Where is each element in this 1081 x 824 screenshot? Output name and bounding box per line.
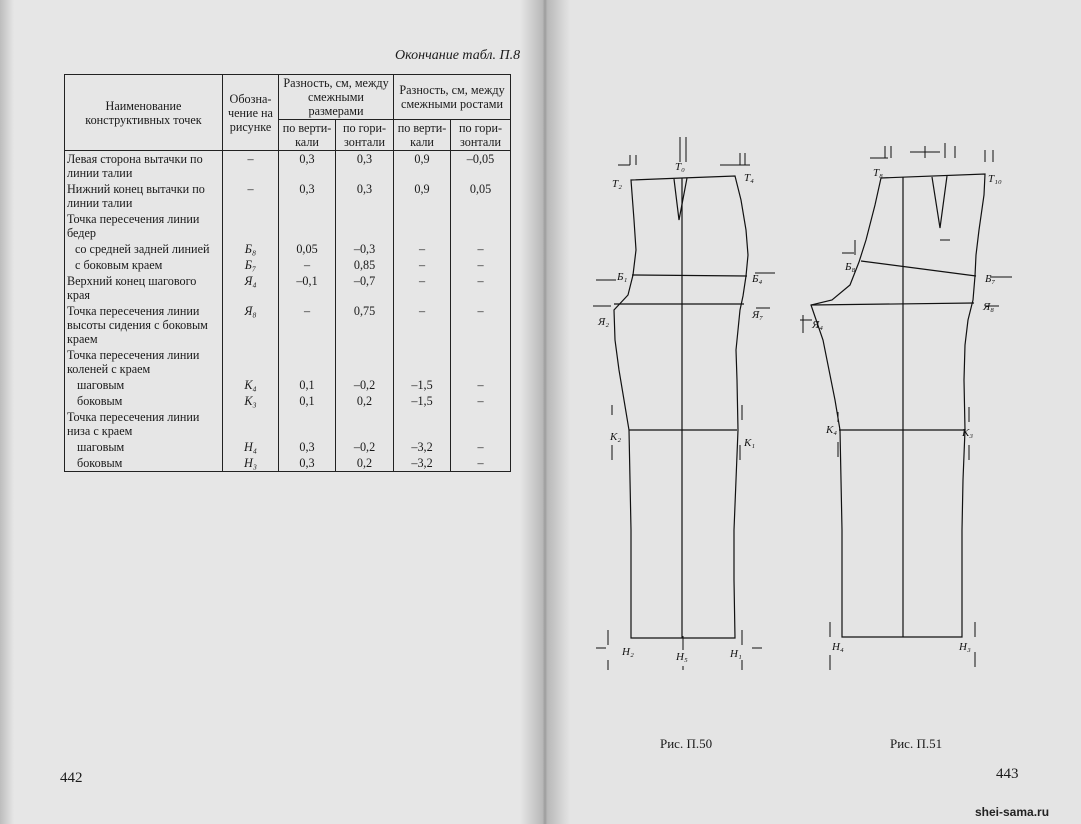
header-height-diff: Разность, см, между смежными ростами bbox=[394, 75, 511, 120]
table-cell-sv: 0,1 bbox=[279, 377, 336, 393]
label-Ya4: Я₄ bbox=[812, 319, 824, 331]
table-cell-hv: – bbox=[394, 273, 451, 303]
table-cell-name: Левая сторона вытачки по линии талии bbox=[65, 151, 223, 182]
label-Ya2: Я₂ bbox=[598, 316, 610, 328]
table-row bbox=[65, 439, 511, 455]
table-cell-hv: – bbox=[394, 257, 451, 273]
table-cell-name: Точка пересечения линии низа с краем bbox=[65, 409, 223, 439]
table-p8 bbox=[64, 74, 511, 472]
fig50-outline bbox=[614, 176, 748, 638]
table-row bbox=[65, 393, 511, 409]
table-cell-sh: 0,3 bbox=[336, 151, 394, 182]
table-cell-hv: – bbox=[394, 241, 451, 257]
table-cell-name: Точка пересечения линии высоты сидения с боковым краем bbox=[65, 303, 223, 347]
table-cell-sh: 0,2 bbox=[336, 455, 394, 472]
table-cell-sym: К₄ bbox=[223, 377, 279, 393]
table-row bbox=[65, 211, 511, 241]
label-T2: Т₂ bbox=[612, 178, 622, 190]
label-B4: Б₄ bbox=[752, 273, 763, 285]
label-B1: Б₁ bbox=[617, 271, 628, 283]
table-cell-name: Верхний конец шагового края bbox=[65, 273, 223, 303]
page-number-left: 442 bbox=[60, 770, 83, 786]
table-cell-sym: Б₇ bbox=[223, 257, 279, 273]
table-cell-sv: 0,3 bbox=[279, 439, 336, 455]
table-cell-hh: – bbox=[451, 455, 511, 472]
figure-p50-caption: Рис. П.50 bbox=[660, 736, 713, 751]
label-K4: К₄ bbox=[826, 424, 838, 436]
table-row bbox=[65, 273, 511, 303]
table-cell-sv bbox=[279, 347, 336, 377]
table-cell-hh bbox=[451, 347, 511, 377]
label-H4: Н₄ bbox=[832, 641, 844, 653]
header-size-horizontal: по гори-зонтали bbox=[336, 120, 394, 151]
label-K2: К₂ bbox=[610, 431, 622, 443]
header-designation: Обозна-чение на рисунке bbox=[223, 75, 279, 151]
table-cell-sym bbox=[223, 409, 279, 439]
table-cell-sh bbox=[336, 409, 394, 439]
header-size-diff: Разность, см, между смежными размерами bbox=[279, 75, 394, 120]
table-cell-name: Точка пересечения линии коленей с краем bbox=[65, 347, 223, 377]
label-Ya7: Я₇ bbox=[752, 309, 764, 321]
table-cell-hh: – bbox=[451, 303, 511, 347]
table-cell-hv: –3,2 bbox=[394, 439, 451, 455]
watermark: shei-sama.ru bbox=[975, 805, 1050, 819]
table-cell-hh: – bbox=[451, 241, 511, 257]
table-cell-sym: – bbox=[223, 151, 279, 182]
figure-p51-caption: Рис. П.51 bbox=[890, 736, 943, 751]
label-T0: Т₀ bbox=[675, 161, 685, 173]
fig51-outline bbox=[811, 174, 985, 637]
table-row bbox=[65, 347, 511, 377]
table-cell-sym: Я₈ bbox=[223, 303, 279, 347]
page-edge-shadow bbox=[0, 0, 14, 824]
header-height-horizontal: по гори-зонтали bbox=[451, 120, 511, 151]
table-cell-hh: – bbox=[451, 377, 511, 393]
book-gutter bbox=[520, 0, 570, 824]
table-cell-name: боковым bbox=[65, 393, 223, 409]
table-cell-sh: –0,7 bbox=[336, 273, 394, 303]
table-cell-sh: –0,3 bbox=[336, 241, 394, 257]
table-cell-hv bbox=[394, 347, 451, 377]
table-cell-hh bbox=[451, 211, 511, 241]
label-K3: К₃ bbox=[962, 427, 974, 439]
table-cell-hh: – bbox=[451, 393, 511, 409]
table-cell-hv: –3,2 bbox=[394, 455, 451, 472]
table-row bbox=[65, 409, 511, 439]
table-cell-sv bbox=[279, 409, 336, 439]
figure-p50 bbox=[585, 130, 795, 670]
table-cell-sv: 0,3 bbox=[279, 455, 336, 472]
table-cell-hv: –1,5 bbox=[394, 393, 451, 409]
table-row bbox=[65, 303, 511, 347]
table-cell-name: шаговым bbox=[65, 377, 223, 393]
fig51-seat-line bbox=[811, 303, 974, 305]
table-cell-hv bbox=[394, 409, 451, 439]
fig50-dart bbox=[674, 178, 687, 220]
label-Ya8: Я₈ bbox=[983, 301, 995, 313]
table-cell-sh: 0,2 bbox=[336, 393, 394, 409]
label-T8: Т₈ bbox=[873, 167, 883, 179]
table-cell-name: Нижний конец вытачки по линии талии bbox=[65, 181, 223, 211]
table-row bbox=[65, 377, 511, 393]
table-cell-hv: 0,9 bbox=[394, 181, 451, 211]
table-cell-sh: 0,75 bbox=[336, 303, 394, 347]
table-cell-sv: –0,1 bbox=[279, 273, 336, 303]
table-cell-hh: –0,05 bbox=[451, 151, 511, 182]
table-cell-hh bbox=[451, 409, 511, 439]
table-cell-sym: – bbox=[223, 181, 279, 211]
table-cell-sym: К₃ bbox=[223, 393, 279, 409]
table-cell-sv: 0,05 bbox=[279, 241, 336, 257]
table-cell-sv: 0,3 bbox=[279, 151, 336, 182]
table-cell-hh: 0,05 bbox=[451, 181, 511, 211]
label-H3: Н₃ bbox=[959, 641, 971, 653]
table-cell-sh bbox=[336, 211, 394, 241]
table-cell-sym bbox=[223, 347, 279, 377]
table-cell-sv: 0,3 bbox=[279, 181, 336, 211]
label-B8: Б₈ bbox=[845, 261, 856, 273]
header-height-vertical: по верти-кали bbox=[394, 120, 451, 151]
table-cell-name: со средней задней линией bbox=[65, 241, 223, 257]
label-T10: Т₁₀ bbox=[988, 173, 1002, 185]
table-cell-sh: –0,2 bbox=[336, 439, 394, 455]
label-T4: Т₄ bbox=[744, 172, 754, 184]
table-cell-sv bbox=[279, 211, 336, 241]
table-caption: Окончание табл. П.8 bbox=[395, 48, 521, 63]
table-row bbox=[65, 151, 511, 182]
table-cell-sv: – bbox=[279, 257, 336, 273]
table-cell-hv bbox=[394, 211, 451, 241]
fig51-dart bbox=[932, 176, 947, 228]
label-K1: К₁ bbox=[744, 437, 756, 449]
table-cell-sym: Б₈ bbox=[223, 241, 279, 257]
table-cell-hv: –1,5 bbox=[394, 377, 451, 393]
table-cell-sym: Н₄ bbox=[223, 439, 279, 455]
fig50-hip-line bbox=[632, 275, 747, 276]
header-size-vertical: по верти-кали bbox=[279, 120, 336, 151]
page-number-right: 443 bbox=[996, 766, 1019, 782]
table-cell-hv: 0,9 bbox=[394, 151, 451, 182]
table-cell-sym bbox=[223, 211, 279, 241]
fig51-hip-line bbox=[861, 261, 976, 276]
table-cell-hh: – bbox=[451, 273, 511, 303]
table-row bbox=[65, 181, 511, 211]
table-row bbox=[65, 241, 511, 257]
table-cell-hv: – bbox=[394, 303, 451, 347]
table-cell-name: Точка пересечения линии бедер bbox=[65, 211, 223, 241]
label-H5: Н₅ bbox=[676, 651, 688, 663]
table-cell-name: боковым bbox=[65, 455, 223, 472]
table-cell-sv: – bbox=[279, 303, 336, 347]
figure-p51 bbox=[790, 130, 1020, 670]
table-cell-sv: 0,1 bbox=[279, 393, 336, 409]
table-cell-sh: 0,85 bbox=[336, 257, 394, 273]
label-B7: Б₇ bbox=[985, 273, 996, 285]
table-cell-sh: 0,3 bbox=[336, 181, 394, 211]
label-H1: Н₁ bbox=[730, 648, 742, 660]
table-row bbox=[65, 455, 511, 472]
table-cell-sh: –0,2 bbox=[336, 377, 394, 393]
table-cell-name: с боковым краем bbox=[65, 257, 223, 273]
table-cell-sh bbox=[336, 347, 394, 377]
table-cell-sym: Н₃ bbox=[223, 455, 279, 472]
table-cell-hh: – bbox=[451, 257, 511, 273]
table-row bbox=[65, 257, 511, 273]
table-cell-sym: Я₄ bbox=[223, 273, 279, 303]
header-name: Наименование конструктивных точек bbox=[65, 75, 223, 151]
table-cell-name: шаговым bbox=[65, 439, 223, 455]
table-cell-hh: – bbox=[451, 439, 511, 455]
label-H2: Н₂ bbox=[622, 646, 634, 658]
fig50-grading-arrows bbox=[593, 137, 775, 670]
